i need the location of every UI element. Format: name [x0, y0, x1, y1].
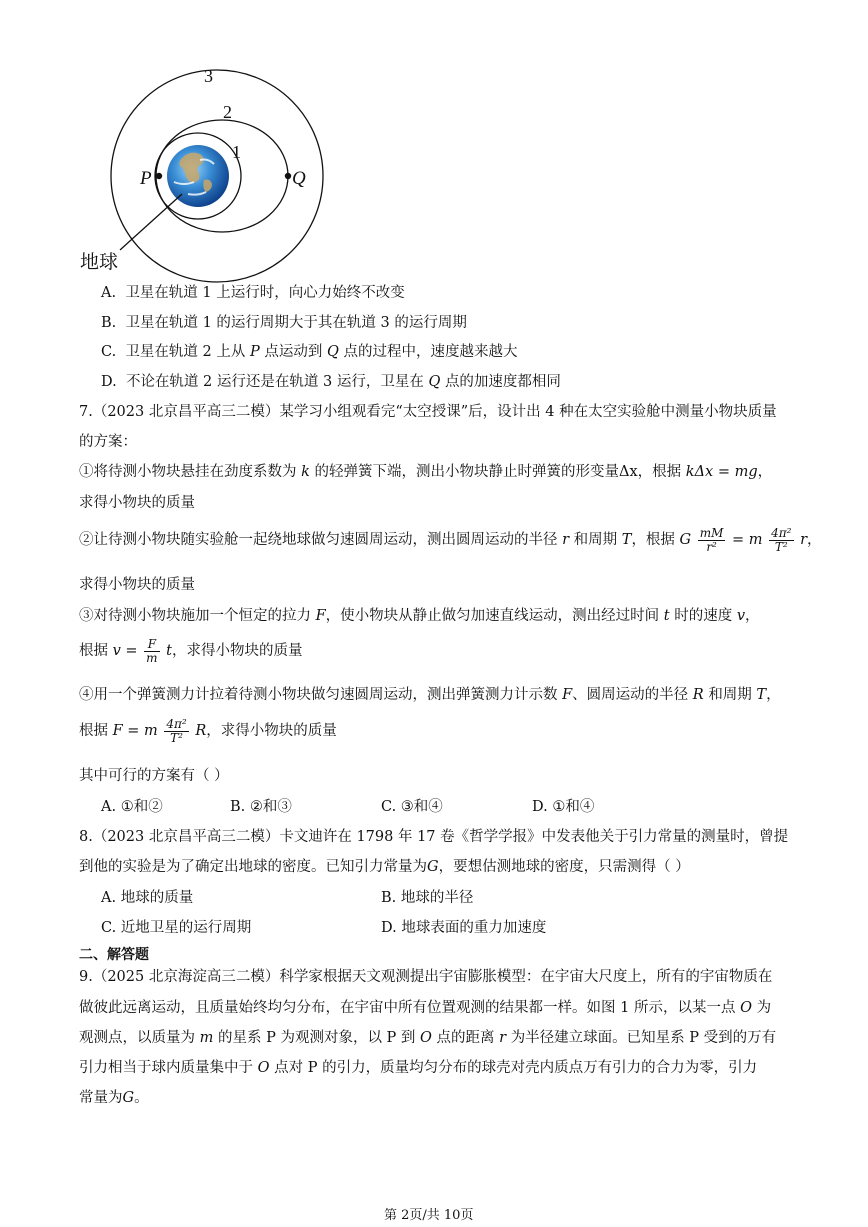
text: 、圆周运动的半径 [572, 687, 689, 703]
fraction-f-m [144, 638, 159, 664]
text: ④用一个弹簧测力计拉着待测小物块做匀速圆周运动，测出弹簧测力计示数 [79, 687, 558, 703]
equals-m: = m [732, 531, 763, 548]
numerator: 4π² [166, 717, 187, 731]
text: 时的速度 [674, 608, 733, 624]
var-t: t [166, 642, 172, 659]
text: 到他的实验是为了确定出地球的密度。已知引力常量为 [79, 859, 427, 875]
option-text-post: 点的加速度都相同 [444, 374, 561, 390]
q9-line1: 9.（2025 北京海淀高三二模）科学家根据天文观测提出宇宙膨胀模型：在宇宙大尺度上，所有的宇宙物质在 [79, 969, 773, 985]
var-t: T [756, 687, 767, 703]
q6-option-d [101, 375, 561, 390]
var-q: Q [326, 344, 339, 360]
point-p-dot [156, 173, 162, 179]
orbit-label-2: 2 [223, 102, 232, 122]
option-letter: A. [101, 285, 117, 301]
option-letter: C. [381, 799, 397, 815]
option-letter: B. [101, 315, 117, 331]
option-text: 近地卫星的运行周期 [120, 920, 252, 936]
option-letter: D. [101, 374, 117, 390]
text: 的轻弹簧下端，测出小物块静止时弹簧的形变量Δx，根据 [314, 464, 682, 480]
var-o: O [257, 1060, 270, 1076]
text: ， [766, 687, 781, 703]
q7-stem-line2: 的方案： [79, 434, 137, 450]
text: 为半径建立球面。已知星系 P 受到的万有 [510, 1030, 777, 1046]
numerator: mM [699, 526, 724, 540]
var-p: P [249, 344, 260, 360]
q7-option-a [101, 800, 163, 815]
var-t: T [621, 531, 632, 548]
numerator: 4π² [771, 526, 792, 540]
var-k: k [301, 464, 310, 480]
q7-option-d [532, 800, 594, 815]
text: ，求得小物块的质量 [206, 722, 337, 739]
text: 根据 [79, 642, 108, 659]
q9-line5 [79, 1091, 149, 1106]
text: ②让待测小物块随实验舱一起绕地球做匀速圆周运动，测出圆周运动的半径 [79, 531, 558, 548]
text: ，要想估测地球的密度，只需测得（ ） [438, 859, 690, 875]
text: 点的距离 [436, 1030, 495, 1046]
option-text-pre: 卫星在轨道 2 上从 [125, 344, 246, 360]
q9-line3 [79, 1031, 776, 1046]
point-p-label: P [140, 168, 152, 189]
text: 根据 [79, 722, 108, 739]
text: ， [807, 531, 822, 548]
q8-option-b [381, 891, 473, 906]
text: ，根据 [631, 531, 675, 548]
option-letter: D. [381, 920, 397, 936]
option-letter: C. [101, 920, 117, 936]
text: 点对 P 的引力，质量均匀分布的球壳对壳内质点万有引力的合力为零，引力 [274, 1060, 758, 1076]
earth-pointer-line [120, 194, 182, 250]
text: 的星系 P 为观测对象，以 P 到 [217, 1030, 416, 1046]
text: 和周期 [573, 531, 618, 548]
q6-option-c [101, 345, 517, 360]
text: ，使小物块从静止做匀加速直线运动，测出经过时间 [325, 608, 660, 624]
fraction-4pi2-t2 [164, 718, 188, 744]
text: 做彼此远离运动，且质量始终均匀分布，在宇宙中所有位置观测的结果都一样。如图 1 所示，以某一点 [79, 1000, 736, 1016]
option-text-mid: 点运动到 [264, 344, 323, 360]
option-text: 卫星在轨道 1 上运行时，向心力始终不改变 [125, 285, 405, 301]
option-text: ①和④ [552, 799, 595, 815]
text: ， [757, 464, 773, 480]
q7-scheme-2-cont: 求得小物块的质量 [79, 577, 195, 593]
var-f: F [562, 687, 573, 703]
numerator: F [144, 638, 159, 652]
var-r: R [692, 687, 704, 703]
text: 常量为 [79, 1090, 123, 1106]
point-q-dot [285, 173, 291, 179]
fraction-mm-r2 [698, 527, 726, 553]
option-letter: A. [101, 799, 117, 815]
q7-stem-line1: 7.（2023 北京昌平高三二模）某学习小组观看完“太空授课”后，设计出 4 种在太空实验舱中测量小物块质量 [79, 404, 777, 420]
var-g: G [122, 1090, 135, 1106]
q7-scheme-3 [79, 609, 760, 624]
q7-question: 其中可行的方案有（ ） [79, 768, 229, 784]
option-letter: D. [532, 799, 548, 815]
option-letter: B. [230, 799, 246, 815]
formula-hooke: kΔx = mg [685, 464, 758, 480]
q7-option-c [381, 800, 443, 815]
q8-option-c [101, 921, 251, 936]
q8-stem-line1: 8.（2023 北京昌平高三二模）卡文迪许在 1798 年 17 卷《哲学学报》中发表他关于引力常量的测量时，曾提 [79, 829, 789, 845]
q8-option-d [381, 921, 546, 936]
denominator: T² [774, 539, 788, 554]
text: 引力相当于球内质量集中于 [79, 1060, 253, 1076]
orbit-label-3: 3 [204, 66, 213, 86]
var-r: R [195, 722, 207, 739]
text: 观测点，以质量为 [79, 1030, 195, 1046]
var-o: O [420, 1030, 432, 1046]
option-letter: C. [101, 344, 117, 360]
option-text: 卫星在轨道 1 的运行周期大于其在轨道 3 的运行周期 [125, 315, 467, 331]
var-v: v [736, 608, 746, 624]
option-text-post: 点的过程中，速度越来越大 [343, 344, 518, 360]
formula-f: F = m [112, 722, 158, 739]
var-q: Q [428, 374, 441, 390]
q7-scheme-4-cont [79, 718, 337, 744]
var-t: t [663, 608, 670, 624]
var-r: r [562, 531, 570, 548]
q8-option-a [101, 891, 193, 906]
option-letter: A. [101, 890, 117, 906]
page-footer: 第 2页/共 10页 [384, 1208, 474, 1223]
q7-scheme-1-cont: 求得小物块的质量 [79, 495, 195, 511]
formula-v: v = [112, 642, 138, 659]
denominator: m [146, 650, 158, 665]
q7-scheme-3-cont [79, 638, 303, 664]
q9-line4 [79, 1061, 757, 1076]
option-text: 地球的质量 [120, 890, 194, 906]
option-text-pre: 不论在轨道 2 运行还是在轨道 3 运行，卫星在 [125, 374, 424, 390]
text: 和周期 [708, 687, 752, 703]
q6-option-a [101, 286, 405, 301]
text: 为 [756, 1000, 772, 1016]
option-text: ①和② [120, 799, 163, 815]
text: ③对待测小物块施加一个恒定的拉力 [79, 608, 311, 624]
earth-label: 地球 [80, 251, 119, 273]
text: ， [745, 608, 760, 624]
q9-line2 [79, 1001, 771, 1016]
denominator: r² [706, 539, 717, 554]
var-g: G [427, 859, 439, 875]
orbit-label-1: 1 [232, 142, 241, 162]
var-g: G [679, 531, 692, 548]
q7-option-b [230, 800, 292, 815]
q7-scheme-1 [79, 465, 772, 480]
fraction-4pi2-t2 [769, 527, 793, 553]
var-f: F [315, 608, 326, 624]
q7-scheme-2 [79, 527, 822, 553]
option-text: ③和④ [400, 799, 443, 815]
point-q-label: Q [292, 168, 306, 189]
section-heading: 二、解答题 [79, 947, 149, 963]
option-text: 地球表面的重力加速度 [401, 920, 547, 936]
denominator: T² [170, 730, 183, 745]
text: 。 [134, 1090, 149, 1106]
option-text: ②和③ [249, 799, 292, 815]
var-o: O [740, 1000, 752, 1016]
option-text: 地球的半径 [400, 890, 474, 906]
q7-scheme-4 [79, 688, 781, 703]
text: ①将待测小物块悬挂在劲度系数为 [79, 464, 297, 480]
var-r: r [800, 531, 808, 548]
var-r: r [499, 1030, 507, 1046]
option-letter: B. [381, 890, 397, 906]
q6-option-b [101, 316, 467, 331]
text: ，求得小物块的质量 [172, 642, 303, 659]
var-m: m [199, 1030, 214, 1046]
q8-stem-line2 [79, 860, 690, 875]
